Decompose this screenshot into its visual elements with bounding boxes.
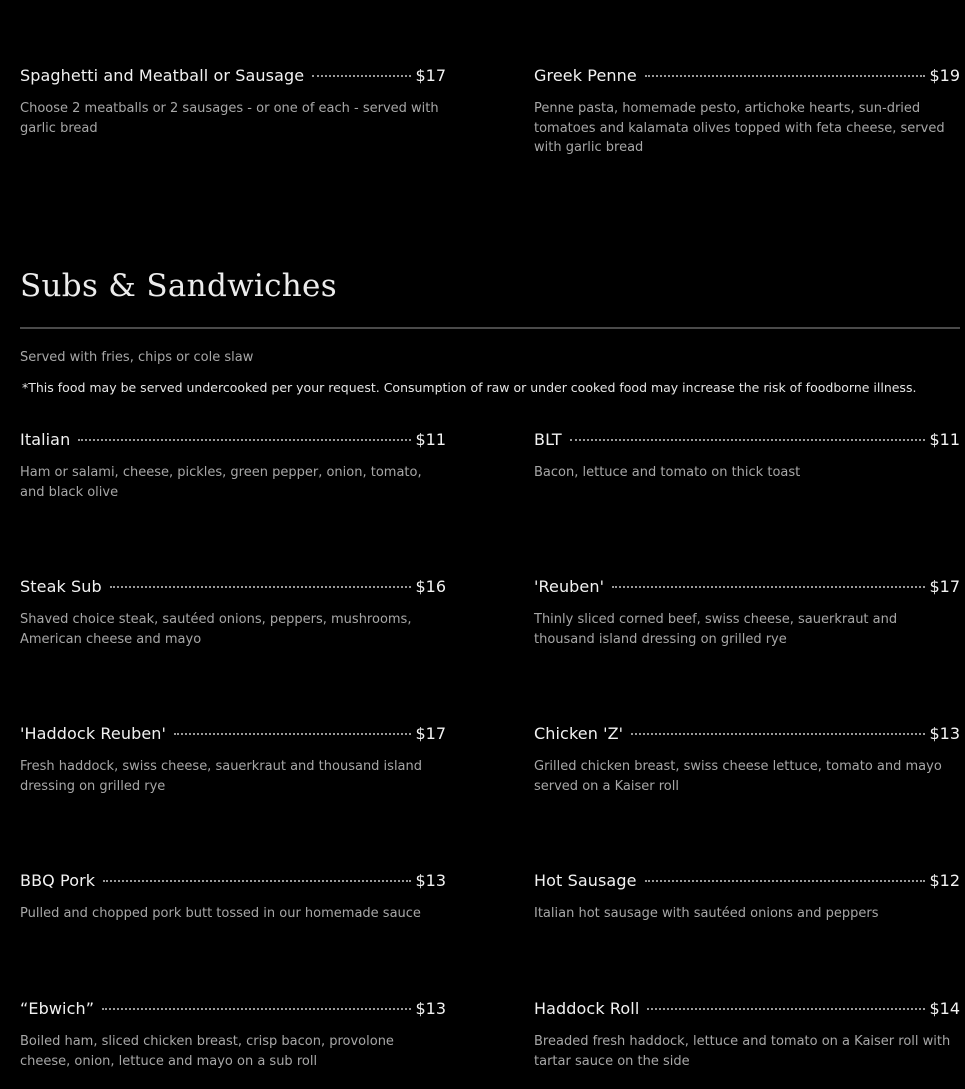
- menu-item-header: [534, 999, 960, 1021]
- section-note: Served with fries, chips or cole slaw: [20, 350, 254, 365]
- menu-item-description: Grilled chicken breast, swiss cheese lettuce, tomato and mayo served on a Kaiser roll: [534, 759, 942, 794]
- menu-item-header: [534, 66, 960, 88]
- menu-item-name: Italian: [20, 430, 71, 449]
- menu-item-header: [20, 999, 446, 1021]
- menu-item-price: $14: [929, 999, 960, 1018]
- menu-item-name: Greek Penne: [534, 66, 637, 85]
- menu-item-price: $13: [415, 871, 446, 890]
- menu-item-name: BLT: [534, 430, 562, 449]
- menu-item-header: [534, 871, 960, 893]
- menu-item-reuben: [534, 577, 960, 649]
- menu-item-header: [534, 577, 960, 599]
- dot-leader: [631, 733, 925, 735]
- menu-item-price: $17: [415, 66, 446, 85]
- menu-item-price: $16: [415, 577, 446, 596]
- menu-item-header: [20, 430, 446, 452]
- menu-item-price: $13: [929, 724, 960, 743]
- menu-item-description: Pulled and chopped pork butt tossed in our homemade sauce: [20, 906, 421, 921]
- dot-leader: [174, 733, 411, 735]
- menu-item-header: [534, 430, 960, 452]
- menu-item-name: Hot Sausage: [534, 871, 637, 890]
- menu-item-description: Choose 2 meatballs or 2 sausages - or one of each - served with garlic bread: [20, 101, 439, 136]
- menu-item-header: [534, 724, 960, 746]
- menu-item-name: 'Haddock Reuben': [20, 724, 167, 743]
- menu-item-price: $19: [929, 66, 960, 85]
- dot-leader: [612, 586, 925, 588]
- menu-item-description: Penne pasta, homemade pesto, artichoke hearts, sun-dried tomatoes and kalamata olives topped with feta cheese, served with garlic bread: [534, 101, 945, 155]
- section-divider: [20, 327, 960, 329]
- dot-leader: [312, 75, 411, 77]
- food-safety-warning: *This food may be served undercooked per your request. Consumption of raw or under cooked food may increase the risk of foodborne illness.: [22, 380, 917, 395]
- menu-item-header: [20, 871, 446, 893]
- dot-leader: [102, 1008, 411, 1010]
- menu-item-description: Fresh haddock, swiss cheese, sauerkraut and thousand island dressing on grilled rye: [20, 759, 423, 794]
- menu-item-description: Shaved choice steak, sautéed onions, peppers, mushrooms, American cheese and mayo: [20, 612, 412, 647]
- menu-item-name: Chicken 'Z': [534, 724, 624, 743]
- dot-leader: [103, 880, 411, 882]
- menu-item-price: $13: [415, 999, 446, 1018]
- menu-item-steak-sub: [20, 577, 446, 649]
- menu-item-name: Spaghetti and Meatball or Sausage: [20, 66, 305, 85]
- dot-leader: [645, 75, 926, 77]
- dot-leader: [110, 586, 412, 588]
- menu-item-name: Haddock Roll: [534, 999, 640, 1018]
- menu-item-name: “Ebwich”: [20, 999, 95, 1018]
- menu-item-price: $11: [415, 430, 446, 449]
- dot-leader: [78, 439, 411, 441]
- menu-item-description: Boiled ham, sliced chicken breast, crisp bacon, provolone cheese, onion, lettuce and mayo on a sub roll: [20, 1034, 394, 1069]
- menu-item-haddock-reuben: [20, 724, 446, 796]
- menu-item-greek-penne: [534, 66, 960, 158]
- menu-item-description: Breaded fresh haddock, lettuce and tomato on a Kaiser roll with tartar sauce on the side: [534, 1034, 951, 1069]
- menu-item-spaghetti: [20, 66, 446, 138]
- menu-item-price: $17: [929, 577, 960, 596]
- menu-item-description: Thinly sliced corned beef, swiss cheese, sauerkraut and thousand island dressing on grilled rye: [534, 612, 898, 647]
- menu-item-name: Steak Sub: [20, 577, 102, 596]
- menu-item-description: Ham or salami, cheese, pickles, green pepper, onion, tomato, and black olive: [20, 465, 422, 500]
- menu-item-description: Bacon, lettuce and tomato on thick toast: [534, 465, 801, 480]
- section-title: Subs & Sandwiches: [20, 268, 337, 304]
- menu-item-bbq-pork: [20, 871, 446, 924]
- menu-item-price: $17: [415, 724, 446, 743]
- dot-leader: [570, 439, 926, 441]
- menu-item-haddock-roll: [534, 999, 960, 1071]
- dot-leader: [645, 880, 926, 882]
- menu-item-header: [20, 577, 446, 599]
- menu-item-price: $11: [929, 430, 960, 449]
- menu-item-chicken-z: [534, 724, 960, 796]
- menu-item-italian: [20, 430, 446, 502]
- menu-item-hot-sausage: [534, 871, 960, 924]
- menu-item-blt: [534, 430, 960, 483]
- dot-leader: [647, 1008, 925, 1010]
- menu-item-description: Italian hot sausage with sautéed onions and peppers: [534, 906, 879, 921]
- menu-item-header: [20, 66, 446, 88]
- menu-item-ebwich: [20, 999, 446, 1071]
- menu-item-price: $12: [929, 871, 960, 890]
- menu-item-header: [20, 724, 446, 746]
- menu-item-name: BBQ Pork: [20, 871, 96, 890]
- menu-item-name: 'Reuben': [534, 577, 605, 596]
